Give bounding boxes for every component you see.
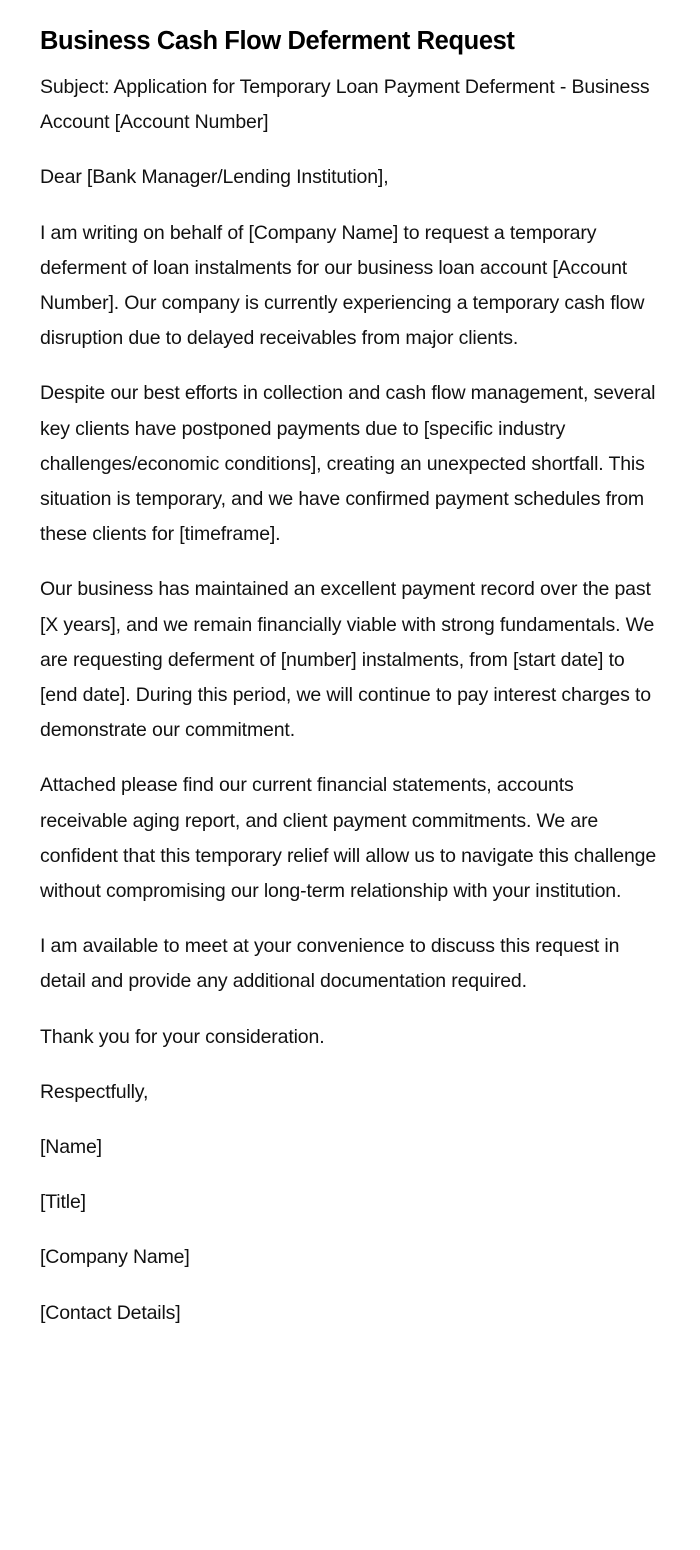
paragraph-availability: I am available to meet at your convenience to discuss this request in detail and provide any additional documentation required. [40,935,620,993]
signature-block [40,1130,660,1331]
paragraph-circumstances: Despite our best efforts in collection and cash flow management, several key clients have postponed payments due to [specific industry challenges/economic conditions], creating an unexpected shortfall. This situation is temporary, and we have confirmed payment schedules from these clients for [timeframe]. [40,382,656,546]
signature-company: [Company Name] [40,1246,190,1269]
paragraph-track-record: Our business has maintained an excellent payment record over the past [X years], and we remain financially viable with strong fundamentals. We are requesting deferment of [number] instalments, from [start date] to [end date]. During this period, we will continue to pay interest charges to demonstrate our commitment. [40,578,655,742]
signature-title: [Title] [40,1191,86,1214]
subject-line: Subject: Application for Temporary Loan Payment Deferment - Business Account [Account Number] [40,76,650,134]
salutation: Dear [Bank Manager/Lending Institution], [40,166,389,189]
signature-name: [Name] [40,1136,102,1159]
document-title: Business Cash Flow Deferment Request [40,27,515,55]
paragraph-attachments: Attached please find our current financial statements, accounts receivable aging report, and client payment commitments. We are confident that this temporary relief will allow us to navigate this challenge without compromising our long-term relationship with your institution. [40,774,657,903]
closing-thanks: Thank you for your consideration. [40,1025,325,1048]
valediction: Respectfully, [40,1080,149,1103]
paragraph-request: I am writing on behalf of [Company Name] to request a temporary deferment of loan instalments for our business loan account [Account Number]. Our company is currently experiencing a temporary cash flow disruption due to delayed receivables from major clients. [40,221,645,350]
signature-contact: [Contact Details] [40,1301,181,1324]
